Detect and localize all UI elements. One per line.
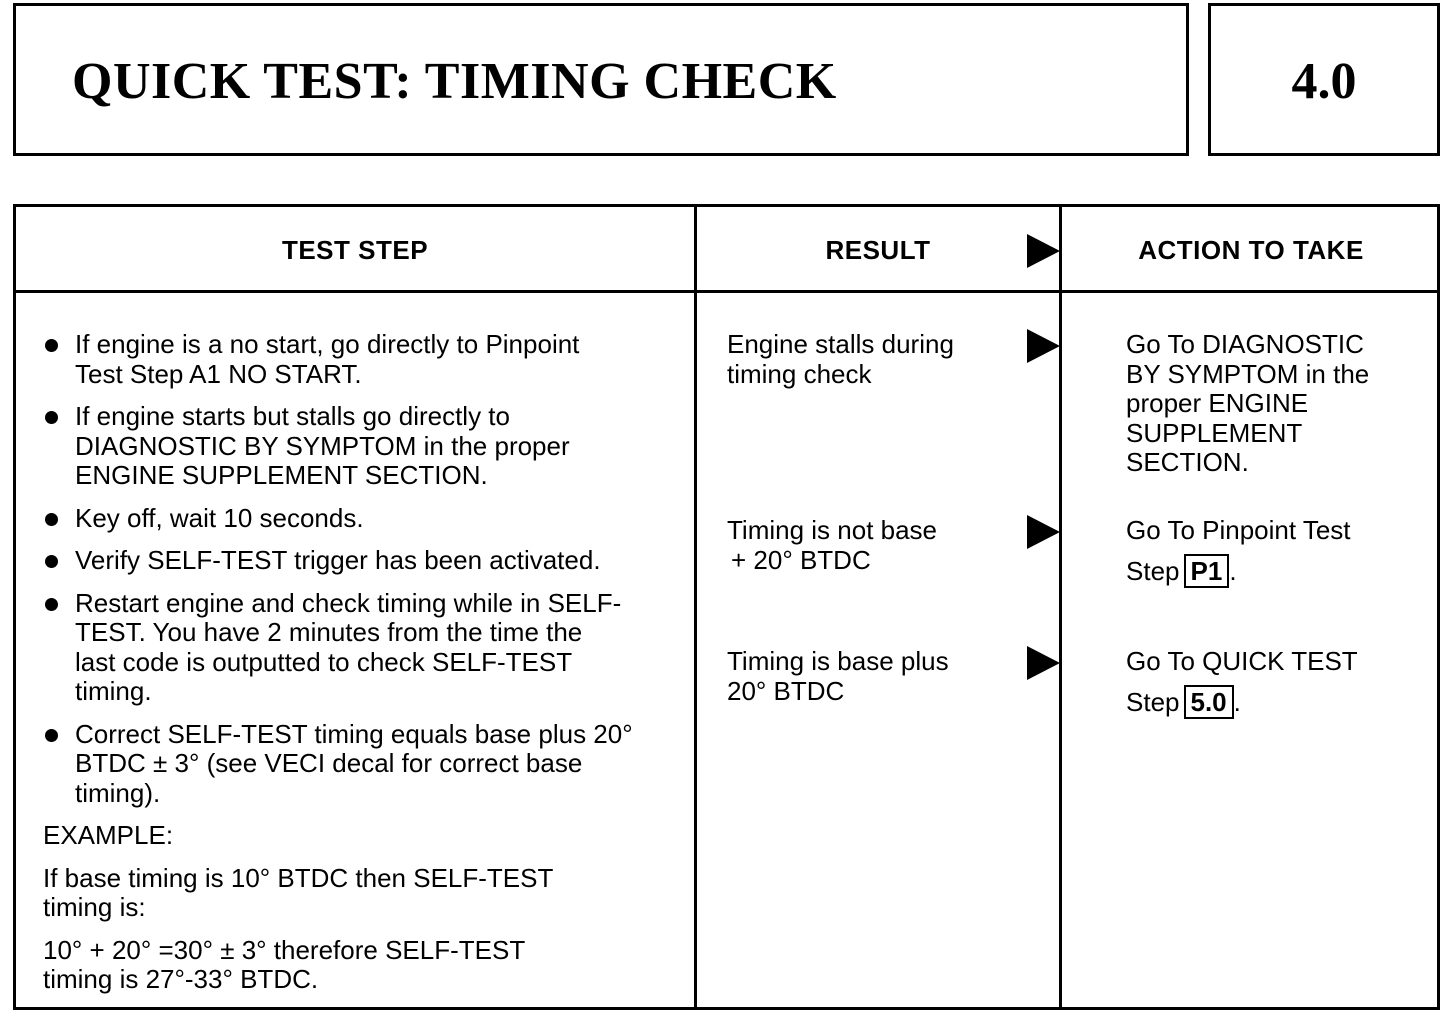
- list-item: Restart engine and check timing while in SELF- TEST. You have 2 minutes from the time the last code is outputted to check SELF-TEST timing.: [43, 589, 693, 707]
- header-test-step: TEST STEP: [281, 235, 429, 265]
- test-step-list: [43, 330, 693, 995]
- column-divider: [694, 207, 697, 1007]
- arrow-icon: [1027, 646, 1060, 680]
- column-divider: [1059, 207, 1062, 1007]
- header-result: RESULT: [825, 235, 931, 265]
- result-text: Timing is not base + 20° BTDC: [727, 515, 938, 575]
- list-item: Correct SELF-TEST timing equals base plus 20° BTDC ± 3° (see VECI decal for correct base timing).: [43, 720, 693, 809]
- arrow-icon: [1027, 234, 1060, 268]
- section-number: 4.0: [1291, 53, 1357, 110]
- example-label: EXAMPLE:: [43, 820, 174, 850]
- action-text: Go To QUICK TEST Step 5.0 .: [1126, 646, 1358, 717]
- result-text: Timing is base plus 20° BTDC: [727, 646, 949, 706]
- section-number-box: [1208, 3, 1440, 156]
- example-text: If base timing is 10° BTDC then SELF-TEST timing is:: [43, 862, 554, 922]
- list-item: Verify SELF-TEST trigger has been activated.: [43, 546, 693, 576]
- result-text: Engine stalls during timing check: [727, 329, 954, 389]
- example-text: 10° + 20° =30° ± 3° therefore SELF-TEST timing is 27°-33° BTDC.: [43, 934, 526, 994]
- header-divider: [16, 290, 1437, 293]
- action-text: Go To DIAGNOSTIC BY SYMPTOM in the proper ENGINE SUPPLEMENT SECTION.: [1126, 329, 1370, 477]
- arrow-icon: [1027, 515, 1060, 549]
- step-reference-5-0: 5.0: [1184, 685, 1234, 719]
- arrow-icon: [1027, 329, 1060, 363]
- page-title: QUICK TEST: TIMING CHECK: [72, 53, 837, 110]
- list-item: Key off, wait 10 seconds.: [43, 504, 693, 534]
- action-text: Go To Pinpoint Test Step P1 .: [1126, 515, 1351, 586]
- list-item: If engine starts but stalls go directly to DIAGNOSTIC BY SYMPTOM in the proper ENGINE SUPPLEMENT SECTION.: [43, 402, 693, 491]
- header-action: ACTION TO TAKE: [1138, 235, 1364, 265]
- list-item: If engine is a no start, go directly to Pinpoint Test Step A1 NO START.: [43, 330, 693, 389]
- test-table: [13, 204, 1440, 1010]
- title-box: [13, 3, 1189, 156]
- step-reference-p1: P1: [1184, 554, 1230, 588]
